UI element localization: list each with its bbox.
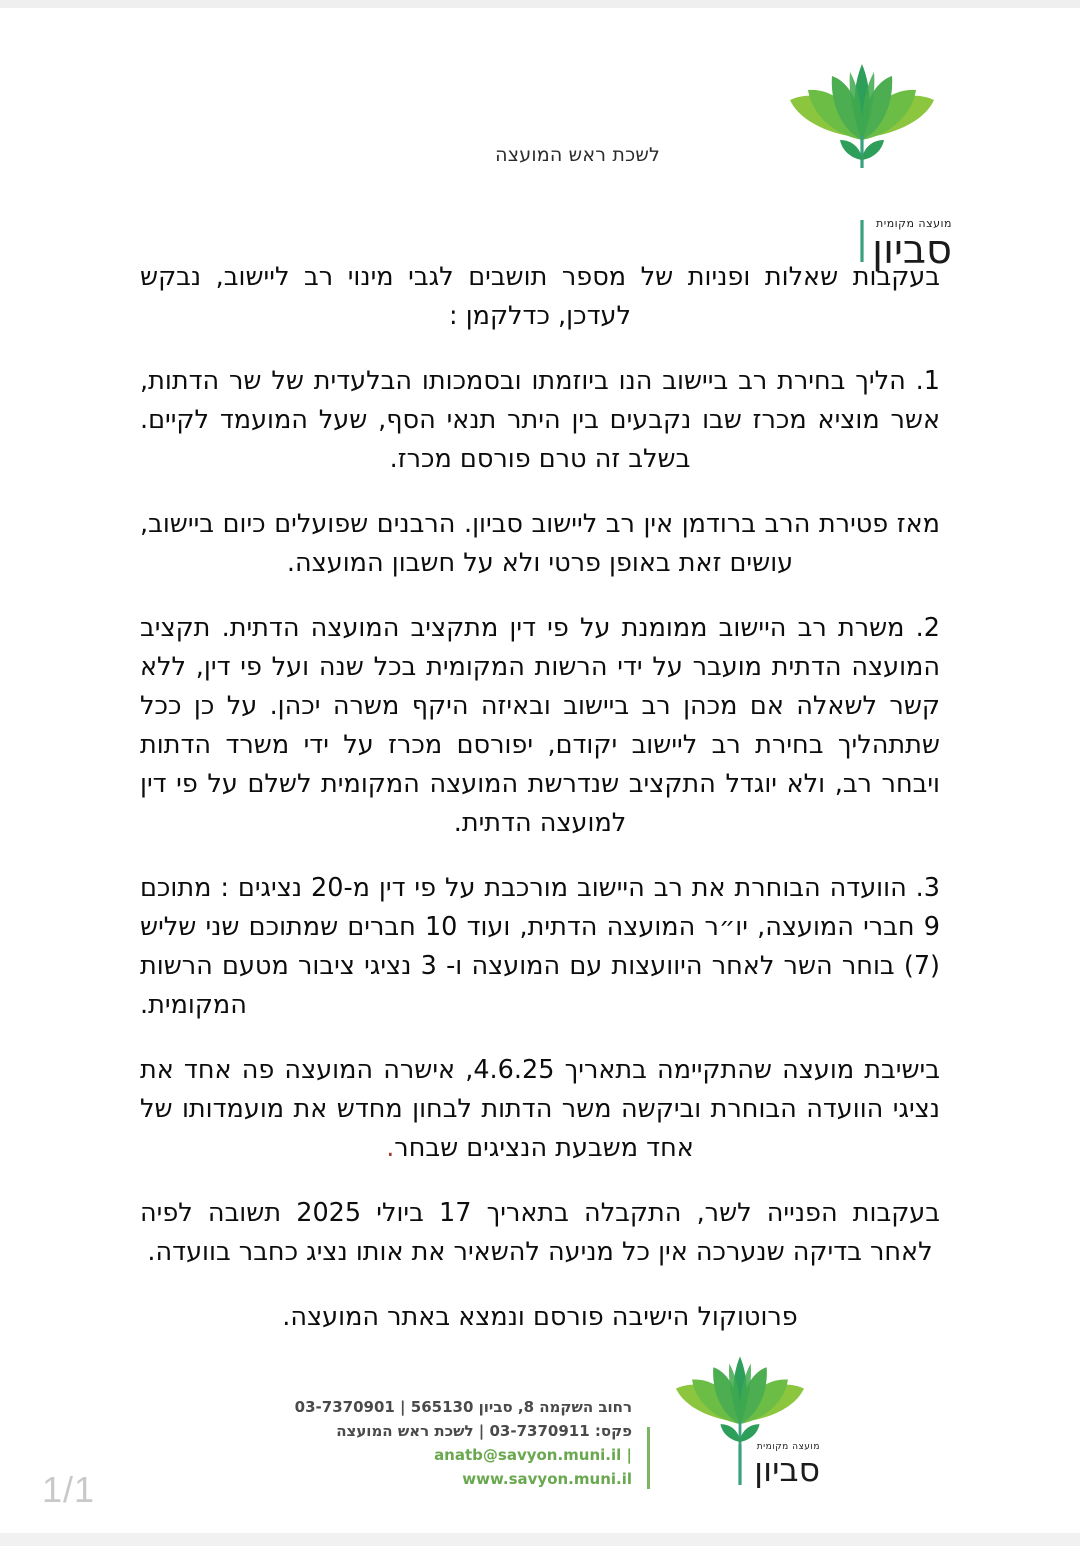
document-body [140,258,940,1363]
paragraph-item-1: 1. הליך בחירת רב ביישוב הנו ביוזמתו ובסמכותו הבלעדית של שר הדתות, אשר מוציא מכרז שבו נקבעים בין היתר תנאי הסף, שעל המועמד לקיים. בשלב זה טרם פורסם מכרז. [140,366,940,474]
paragraph-item-2: 2. משרת רב היישוב ממומנת על פי דין מתקציב המועצה הדתית. תקציב המועצה הדתית מועבר על ידי הרשות המקומית בכל שנה ועל פי דין, ללא קשר לשאלה אם מכהן רב ביישוב ובאיזה היקף משרה יכהן. על כן ככל שתתהליך בחירת רב ליישוב יקודם, יפורסם מכרז על ידי משרד הדתות ויבחר רב, ולא יוגדל התקציב שנדרשת המועצה המקומית לשלם על פי דין למועצה הדתית. [140,613,940,838]
logo-title: סביון [872,227,952,273]
logo-subtitle: מועצה מקומית [876,217,952,230]
footer-web-line[interactable]: anatb@savyon.muni.il | www.savyon.muni.il [434,1446,632,1488]
paragraph-protocol: פרוטוקול הישיבה פורסם ונמצא באתר המועצה. [282,1302,798,1332]
footer-divider [647,1427,650,1489]
document-header [0,8,1080,273]
header-logo [772,60,952,273]
footer-logo-wordmark [724,1442,820,1489]
savyon-lotus-logo-icon [660,1353,820,1449]
savyon-lotus-logo-icon [772,60,952,168]
paragraph-council-meeting [140,1051,940,1168]
logo-title: סביון [754,1450,820,1489]
paragraph-council-meeting-text: בישיבת מועצה שהתקיימה בתאריך 4.6.25, אישרה המועצה פה אחד את נציגי הוועדה הבוחרת וביקשה משר הדתות לבחון מחדש את מועמדותו של אחד משבעת הנציגים שבחר [140,1055,940,1163]
footer-address-line: רחוב השקמה 8, סביון 565130 | 03-7370901 [294,1398,632,1416]
document-page [0,8,1080,1533]
paragraph-intro: בעקבות שאלות ופניות של מספר תושבים לגבי מינוי רב ליישוב, נבקש לעדכן, כדלקמן : [140,262,940,331]
header-department-label: לשכת ראש המועצה [495,144,660,166]
page-indicator: 1/1 [42,1469,96,1510]
paragraph-item-3: 3. הוועדה הבוחרת את רב היישוב מורכבת על פי דין מ-20 נציגים : מתוכם 9 חברי המועצה, יו״ר המועצה הדתית, ועוד 10 חברים שמתוכם שני שליש (7) בוחר השר לאחר היוועצות עם המועצה ו- 3 נציגי ציבור מטעם הרשות המקומית. [140,873,941,1020]
footer-logo [660,1353,820,1493]
document-footer [0,1345,1080,1515]
footer-fax-line: פקס: 03-7370911 | לשכת ראש המועצה [336,1422,632,1440]
viewer-top-strip [0,0,1080,8]
logo-subtitle: מועצה מקומית [756,1442,820,1452]
paragraph-trailing-period: . [386,1133,395,1163]
footer-contact-block [272,1395,632,1491]
viewer-bottom-strip [0,1533,1080,1546]
paragraph-note-brodman: מאז פטירת הרב ברודמן אין רב ליישוב סביון. הרבנים שפועלים כיום ביישוב, עושים זאת באופן פרטי ולא על חשבון המועצה. [140,509,940,578]
paragraph-minister-reply: בעקבות הפנייה לשר, התקבלה בתאריך 17 ביולי 2025 תשובה לפיה לאחר בדיקה שנערכה אין כל מניעה להשאיר את אותו נציג כחבר בוועדה. [140,1198,940,1267]
